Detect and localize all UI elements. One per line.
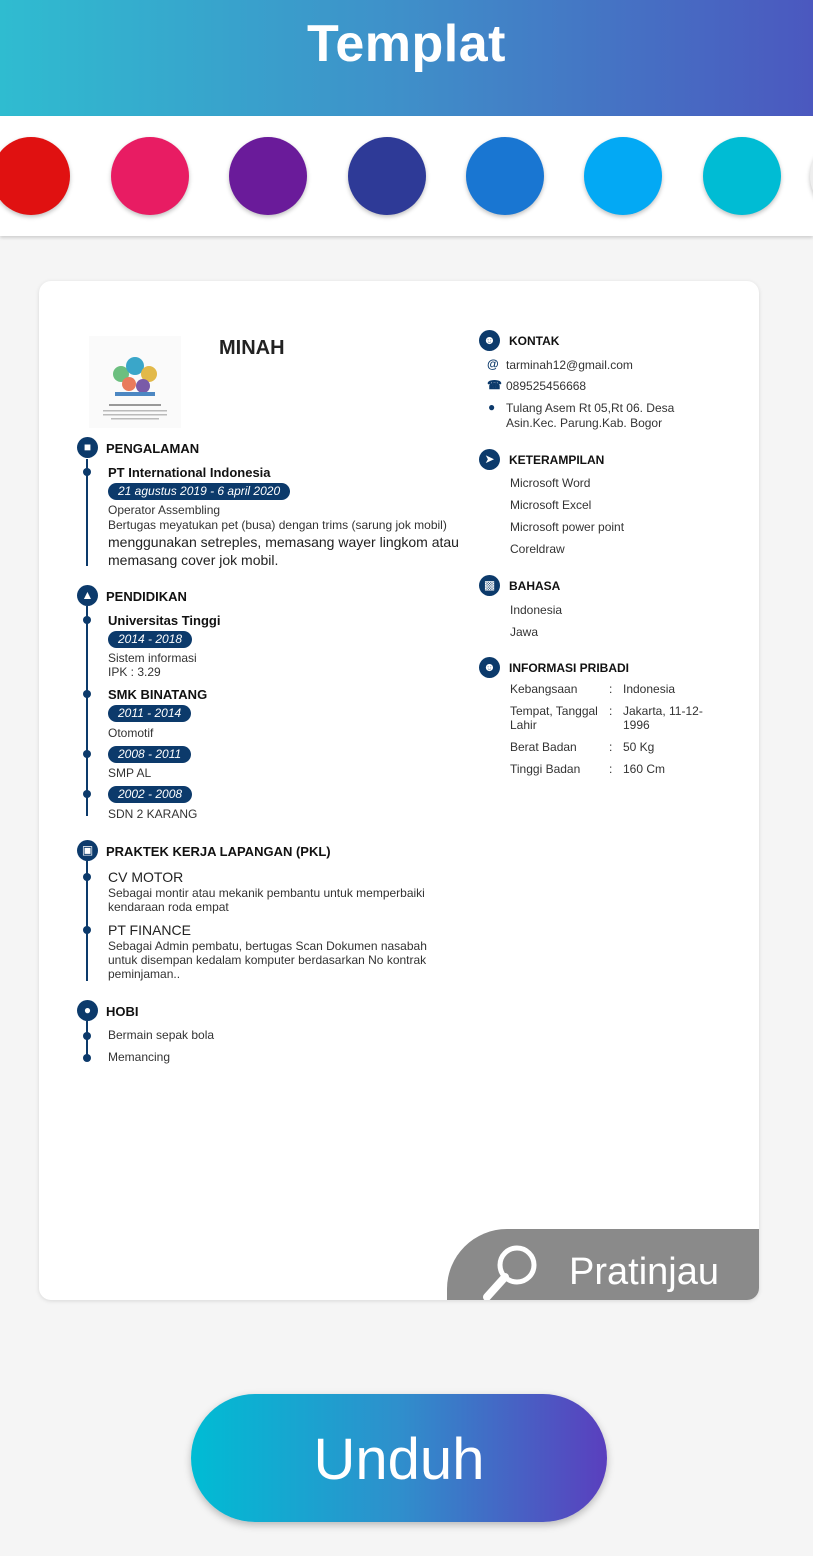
swatch-indigo[interactable] — [348, 137, 426, 215]
personal-label: Tinggi Badan — [510, 762, 581, 776]
hobby-item: Memancing — [108, 1050, 171, 1064]
internship-desc: Sebagai montir atau mekanik pembantu untuk memperbaiki kendaraan roda empat — [108, 886, 425, 914]
personal-separator: : — [609, 762, 613, 776]
timeline-dot — [83, 1054, 91, 1062]
contact-email: tarminah12@gmail.com — [506, 358, 633, 372]
timeline-dot — [83, 873, 91, 881]
education-years-badge: 2014 - 2018 — [108, 631, 192, 648]
swatch-blue[interactable] — [466, 137, 544, 215]
swatch-pink[interactable] — [111, 137, 189, 215]
section-title-experience: PENGALAMAN — [106, 441, 200, 456]
phone-icon: ☎ — [487, 378, 502, 392]
experience-desc-1: Bertugas meyatukan pet (busa) dengan trims (sarung jok mobil) — [108, 518, 447, 532]
internship-title: PT FINANCE — [108, 922, 191, 938]
personal-label: Berat Badan — [510, 740, 577, 754]
timeline-dot — [83, 926, 91, 934]
skill-item: Coreldraw — [510, 542, 565, 556]
at-sign-icon: @ — [487, 357, 499, 371]
timeline-dot — [83, 790, 91, 798]
cv-name: MINAH — [219, 337, 285, 359]
swatch-light-blue[interactable] — [584, 137, 662, 215]
building-icon: ▣ — [77, 840, 98, 861]
education-school: Universitas Tinggi — [108, 613, 221, 628]
experience-role: Operator Assembling — [108, 503, 221, 517]
timeline-dot — [83, 690, 91, 698]
experience-desc-2: menggunakan setreples, memasang wayer lingkom atau — [108, 534, 459, 550]
timeline-dot — [83, 1032, 91, 1040]
globe-icon: ● — [77, 1000, 98, 1021]
personal-value: Indonesia — [623, 682, 676, 696]
swatch-purple[interactable] — [229, 137, 307, 215]
magnifier-icon — [479, 1243, 543, 1300]
person-icon: ☻ — [479, 657, 500, 678]
personal-separator: : — [609, 740, 613, 754]
personal-value: Jakarta, 11-12-1996 — [623, 704, 703, 732]
app-header — [0, 0, 813, 116]
section-title-skills: KETERAMPILAN — [509, 453, 605, 467]
skill-item: Microsoft power point — [510, 520, 625, 534]
download-label: Unduh — [313, 1427, 485, 1492]
section-title-personal-info: INFORMASI PRIBADI — [509, 661, 629, 675]
skill-item: Microsoft Word — [510, 476, 591, 490]
experience-dates-badge: 21 agustus 2019 - 6 april 2020 — [108, 483, 290, 500]
person-icon: ☻ — [479, 330, 500, 351]
section-title-hobbies: HOBI — [106, 1004, 139, 1019]
contact-phone: 089525456668 — [506, 379, 587, 393]
personal-value: 50 Kg — [623, 740, 655, 754]
education-years-badge: 2008 - 2011 — [108, 746, 191, 763]
page-title: Templat — [306, 15, 506, 73]
language-book-icon: ▩ — [479, 575, 500, 596]
timeline-education — [86, 606, 88, 816]
hobby-item: Bermain sepak bola — [108, 1028, 215, 1042]
section-title-education: PENDIDIKAN — [106, 589, 187, 604]
internship-title: CV MOTOR — [108, 869, 184, 885]
personal-label: Kebangsaan — [510, 682, 578, 696]
education-detail: IPK : 3.29 — [108, 665, 161, 679]
education-detail: Otomotif — [108, 726, 154, 740]
section-title-languages: BAHASA — [509, 579, 561, 593]
education-school: SMK BINATANG — [108, 687, 208, 702]
education-detail: SMP AL — [108, 766, 152, 780]
swatch-cyan[interactable] — [703, 137, 781, 215]
experience-company: PT International Indonesia — [108, 465, 271, 480]
section-title-internship: PRAKTEK KERJA LAPANGAN (PKL) — [106, 844, 331, 859]
timeline-dot — [83, 616, 91, 624]
contact-address-1: Tulang Asem Rt 05,Rt 06. Desa — [506, 401, 675, 415]
personal-label: Tempat, Tanggal Lahir — [510, 704, 598, 732]
profile-logo-image — [89, 336, 181, 428]
experience-desc-3: memasang cover jok mobil. — [108, 552, 279, 568]
color-swatch-bar[interactable] — [0, 116, 813, 236]
rocket-icon: ➤ — [479, 449, 500, 470]
education-detail: SDN 2 KARANG — [108, 807, 198, 821]
education-years-badge: 2002 - 2008 — [108, 786, 192, 803]
section-title-contact: KONTAK — [509, 334, 560, 348]
graduation-cap-icon: ▲ — [77, 585, 98, 606]
education-detail: Sistem informasi — [108, 651, 197, 665]
internship-desc: Sebagai Admin pembatu, bertugas Scan Dokumen nasabah untuk disempan kedalam komputer berdasarkan No kontrak peminjaman.. — [108, 939, 427, 981]
timeline-dot — [83, 468, 91, 476]
education-years-badge: 2011 - 2014 — [108, 705, 191, 722]
cv-document — [39, 281, 759, 1300]
preview-button[interactable] — [447, 1229, 759, 1300]
cv-template-card[interactable] — [39, 281, 759, 1300]
language-item: Jawa — [510, 625, 539, 639]
personal-separator: : — [609, 704, 613, 718]
swatch-red[interactable] — [0, 137, 70, 215]
briefcase-icon: ■ — [77, 437, 98, 458]
personal-value: 160 Cm — [623, 762, 666, 776]
timeline-dot — [83, 750, 91, 758]
preview-label: Pratinjau — [569, 1251, 719, 1293]
language-item: Indonesia — [510, 603, 563, 617]
contact-address-2: Asin.Kec. Parung.Kab. Bogor — [506, 416, 663, 430]
download-button[interactable] — [191, 1394, 607, 1522]
location-pin-icon: ● — [488, 400, 496, 414]
skill-item: Microsoft Excel — [510, 498, 592, 512]
personal-separator: : — [609, 682, 613, 696]
